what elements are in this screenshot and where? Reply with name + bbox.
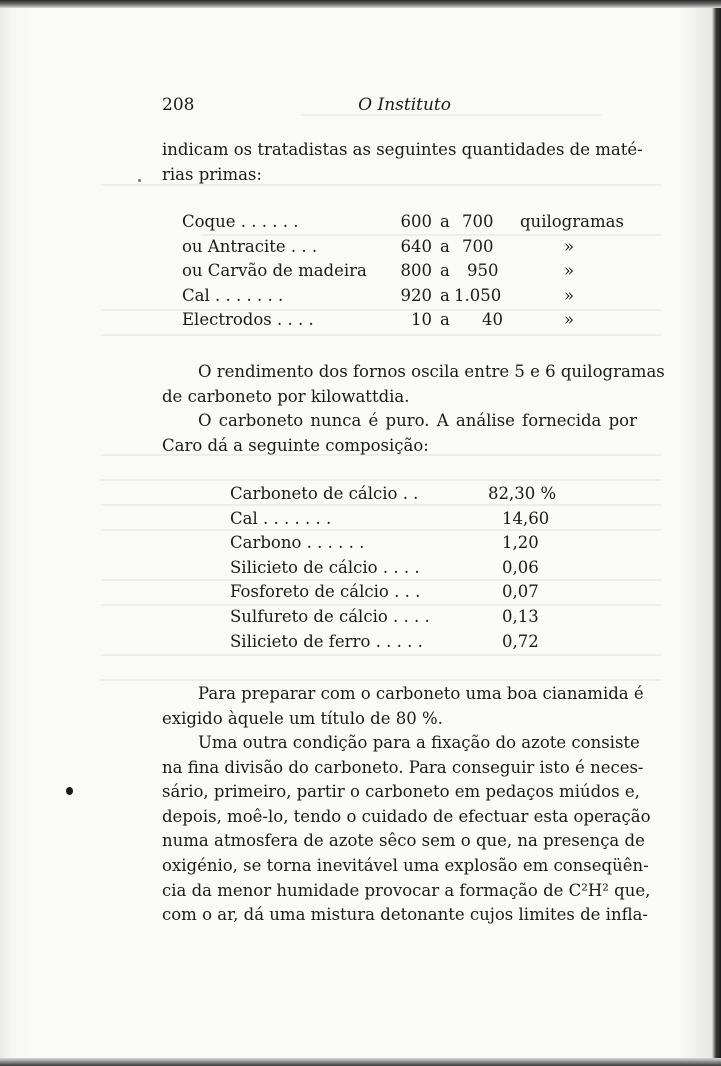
table-row [182, 237, 622, 262]
max-qty: 40 [482, 310, 503, 329]
min-qty: 640 [400, 236, 432, 256]
text-line: com o ar, dá uma mistura detonante cujos limites de infla- [162, 905, 648, 925]
max-qty: 1.050 [454, 285, 502, 305]
table-row [230, 607, 560, 632]
material-name: Cal [182, 285, 210, 305]
running-title: O Instituto [358, 95, 451, 115]
leader-dots: . . . . . . [240, 212, 299, 231]
text-line: cia da menor humidade provocar a formação de C²H² que, [162, 880, 651, 900]
min-qty: 600 [400, 212, 432, 231]
leader-dots: . . . . [277, 310, 314, 329]
text-line: O carboneto nunca é puro. A análise fornecida por [198, 411, 637, 430]
materials-table [182, 212, 622, 337]
unit: » [564, 261, 575, 280]
text-line: de carboneto por kilowattdia. [162, 386, 410, 406]
table-row [230, 484, 560, 509]
text-line: na fina divisão do carboneto. Para conseguir isto é neces- [162, 757, 644, 777]
leader-dots: . . . . . . . [263, 508, 332, 528]
text-line: Caro dá a seguinte composição: [162, 435, 429, 455]
leader-dots: . . [402, 484, 419, 503]
page-number: 208 [162, 95, 195, 115]
component-name: Carbono [230, 533, 302, 553]
purity-paragraph [162, 409, 637, 458]
table-row [182, 212, 622, 237]
component-name: Carboneto de cálcio [230, 484, 398, 503]
table-row [230, 533, 560, 558]
page-header [162, 95, 637, 121]
table-row [182, 261, 622, 286]
leader-dots: . . . [290, 236, 318, 256]
range-sep: a [440, 236, 450, 256]
unit: quilogramas [520, 212, 624, 231]
max-qty: 950 [467, 261, 499, 280]
table-row [230, 582, 560, 607]
range-sep: a [440, 310, 450, 329]
material-name: ou Antracite [182, 236, 286, 256]
yield-paragraph [162, 360, 665, 409]
range-sep: a [440, 212, 450, 231]
table-row [182, 286, 622, 311]
text-line: oxigénio, se torna inevitável uma explosão em conseqüên- [162, 855, 649, 875]
nitrogen-fixation-paragraph [162, 731, 651, 928]
text-line: Uma outra condição para a fixação do azote consiste [198, 733, 640, 752]
component-name: Silicieto de cálcio [230, 557, 378, 577]
text-line: Para preparar com o carboneto uma boa cianamida é [198, 684, 644, 703]
max-qty: 700 [462, 212, 494, 231]
cyanamide-paragraph [162, 682, 644, 731]
text-line: depois, moê-lo, tendo o cuidado de efectuar esta operação [162, 806, 651, 826]
component-name: Fosforeto de cálcio [230, 582, 389, 602]
material-name: Electrodos [182, 310, 272, 329]
margin-ink-dot [66, 787, 73, 795]
leader-dots: . . . . . [375, 631, 423, 651]
text-line: numa atmosfera de azote sêco sem o que, na presença de [162, 831, 645, 851]
range-sep: a [440, 285, 450, 305]
component-name: Cal [230, 508, 258, 528]
min-qty: 10 [411, 310, 432, 329]
component-name: Sulfureto de cálcio [230, 607, 388, 626]
component-value: 1,20 [502, 533, 539, 553]
table-row [182, 310, 622, 335]
material-name: ou Carvão de madeira [182, 261, 367, 280]
unit: » [564, 285, 575, 305]
component-value: 0,72 [502, 631, 539, 651]
text-line: indicam os tratadistas as seguintes quantidades de maté- [162, 140, 643, 159]
margin-speck [138, 179, 141, 182]
text-line: rias primas: [162, 164, 262, 184]
intro-paragraph [162, 138, 643, 187]
table-row [230, 632, 560, 657]
range-sep: a [440, 261, 450, 280]
component-value: 0,07 [502, 582, 539, 602]
max-qty: 700 [462, 236, 494, 256]
min-qty: 800 [400, 261, 432, 280]
component-value: 0,13 [502, 607, 539, 626]
leader-dots: . . . [394, 582, 421, 602]
min-qty: 920 [400, 285, 432, 305]
text-line: exigido àquele um título de 80 %. [162, 708, 443, 728]
leader-dots: . . . . [382, 557, 420, 577]
material-name: Coque [182, 212, 236, 231]
table-row [230, 558, 560, 583]
composition-table [230, 484, 560, 659]
component-value: 82,30 % [488, 484, 557, 503]
text-line: O rendimento dos fornos oscila entre 5 e 6 quilogramas [198, 362, 665, 381]
leader-dots: . . . . [393, 607, 430, 626]
leader-dots: . . . . . . . [215, 285, 284, 305]
unit: » [564, 236, 575, 256]
leader-dots: . . . . . . [306, 533, 365, 553]
unit: » [564, 310, 575, 329]
text-line: sário, primeiro, partir o carboneto em pedaços miúdos e, [162, 782, 640, 802]
component-value: 0,06 [502, 557, 539, 577]
component-value: 14,60 [502, 508, 550, 528]
component-name: Silicieto de ferro [230, 631, 371, 651]
table-row [230, 509, 560, 534]
